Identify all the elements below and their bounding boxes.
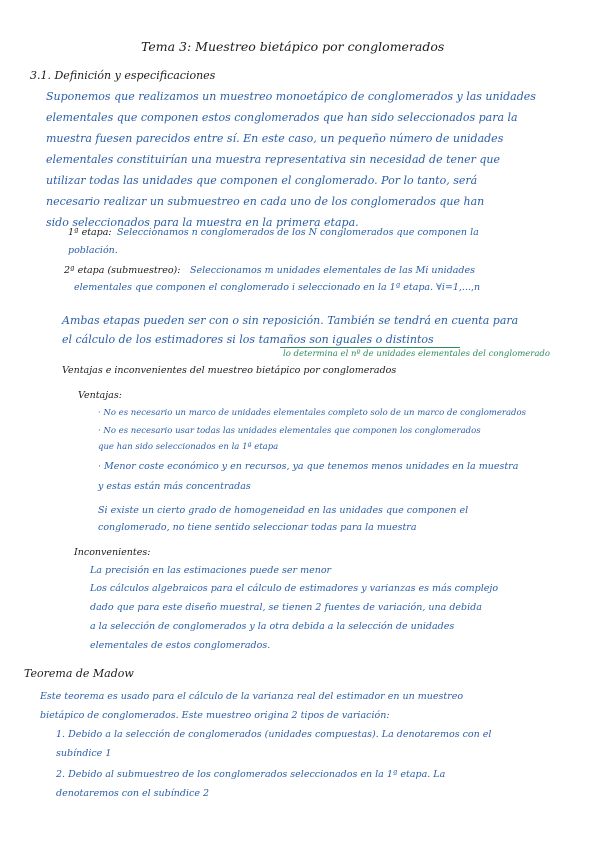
teorema-item: denotaremos con el subíndice 2: [56, 788, 210, 799]
ventaja-item: conglomerado, no tiene sentido seleccionar todas para la muestra: [98, 522, 417, 533]
ventaja-item: que han sido seleccionados en la 1ª etapa: [98, 442, 279, 452]
teorema-line: Este teorema es usado para el cálculo de la varianza real del estimador en un muestreo: [40, 691, 464, 702]
stage1-text: población.: [68, 245, 118, 256]
sizes-underline: [280, 347, 460, 348]
stage1-text: Seleccionamos n conglomerados de los N conglomerados que componen la: [117, 227, 479, 238]
ventajas-label: Ventajas:: [78, 390, 122, 401]
inconvenientes-label: Inconvenientes:: [74, 547, 151, 558]
stage1-label: 1ª etapa:: [68, 227, 112, 238]
intro-line: sido seleccionados para la muestra en la primera etapa.: [46, 216, 359, 229]
teorema-item: 2. Debido al submuestreo de los conglomerados seleccionados en la 1ª etapa. La: [56, 769, 446, 780]
ventaja-item: · No es necesario un marco de unidades elementales completo solo de un marco de conglomerados: [98, 408, 526, 418]
ventaja-item: · No es necesario usar todas las unidades elementales que componen los conglomerados: [98, 426, 481, 436]
intro-line: elementales constituirían una muestra representativa sin necesidad de tener que: [46, 153, 501, 166]
section-heading: 3.1. Definición y especificaciones: [30, 69, 216, 82]
intro-line: necesario realizar un submuestreo en cada uno de los conglomerados que han: [46, 195, 485, 208]
both-stages-line: el cálculo de los estimadores si los tamaños son iguales o distintos: [62, 333, 434, 346]
sizes-note: lo determina el nº de unidades elementales del conglomerado: [283, 349, 550, 359]
intro-line: muestra fuesen parecidos entre sí. En este caso, un pequeño número de unidades: [46, 132, 504, 145]
intro-line: Suponemos que realizamos un muestreo monoetápico de conglomerados y las unidades: [46, 90, 536, 103]
stage2-text: Seleccionamos m unidades elementales de las Mi unidades: [190, 265, 476, 276]
page-title: Tema 3: Muestreo bietápico por conglomerados: [141, 39, 445, 54]
inconveniente-item: elementales de estos conglomerados.: [90, 640, 271, 651]
inconveniente-item: a la selección de conglomerados y la otra debida a la selección de unidades: [90, 621, 455, 632]
teorema-heading: Teorema de Madow: [24, 667, 134, 680]
inconveniente-item: Los cálculos algebraicos para el cálculo de estimadores y varianzas es más complejo: [90, 583, 499, 594]
intro-line: elementales que componen estos conglomerados que han sido seleccionados para la: [46, 111, 518, 124]
both-stages-line: Ambas etapas pueden ser con o sin reposición. También se tendrá en cuenta para: [62, 314, 519, 327]
inconveniente-item: La precisión en las estimaciones puede ser menor: [90, 565, 332, 576]
teorema-line: bietápico de conglomerados. Este muestreo origina 2 tipos de variación:: [40, 710, 390, 721]
teorema-item: 1. Debido a la selección de conglomerados (unidades compuestas). La denotaremos con el: [56, 729, 492, 740]
stage2-text: elementales que componen el conglomerado i seleccionado en la 1ª etapa. ∀i=1,...,n: [74, 282, 481, 293]
intro-line: utilizar todas las unidades que componen el conglomerado. Por lo tanto, será: [46, 174, 478, 187]
ventaja-item: · Menor coste económico y en recursos, ya que tenemos menos unidades en la muestra: [98, 461, 519, 472]
advantages-heading: Ventajas e inconvenientes del muestreo bietápico por conglomerados: [62, 365, 397, 376]
teorema-item: subíndice 1: [56, 748, 112, 759]
ventaja-item: y estas están más concentradas: [98, 481, 251, 492]
ventaja-item: Si existe un cierto grado de homogeneidad en las unidades que componen el: [98, 505, 469, 516]
inconveniente-item: dado que para este diseño muestral, se tienen 2 fuentes de variación, una debida: [90, 602, 482, 613]
stage2-label: 2ª etapa (submuestreo):: [64, 265, 181, 276]
